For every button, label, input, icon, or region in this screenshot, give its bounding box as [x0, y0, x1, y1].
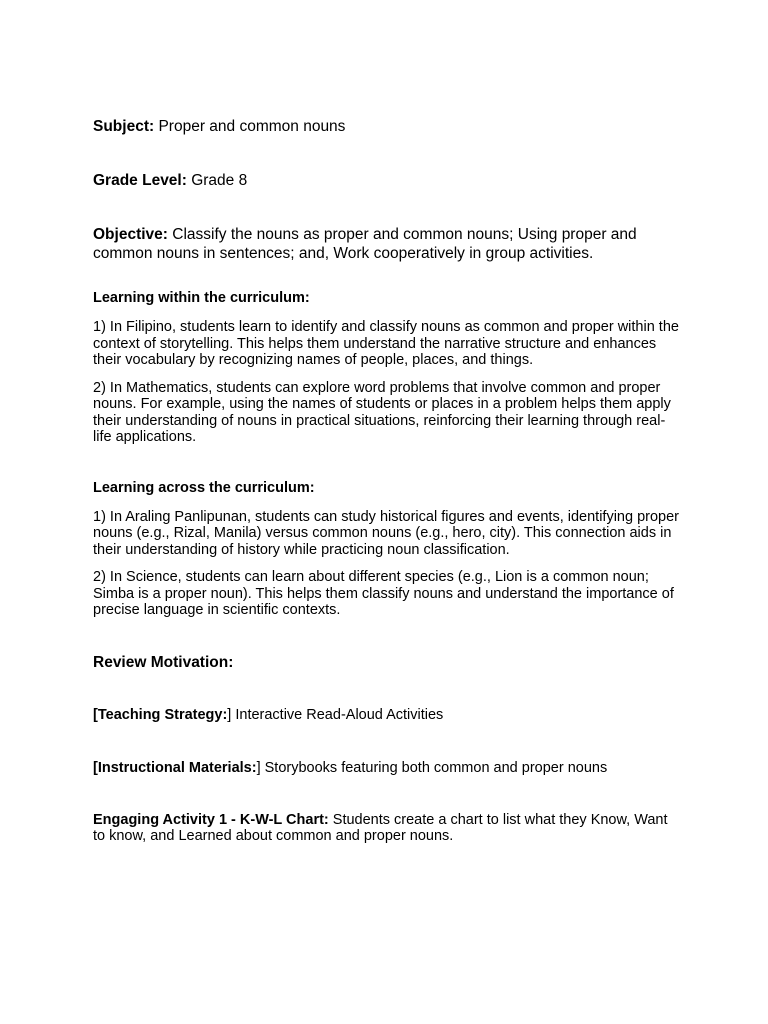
- grade-level-line: [93, 171, 683, 190]
- grade-level-value: Grade 8: [186, 172, 248, 189]
- teaching-strategy-value: ] Interactive Read-Aloud Activities: [227, 706, 444, 723]
- objective-value: Classify the nouns as proper and common nouns; Using proper and common nouns in sentences; and, Work cooperatively in group activities.: [93, 226, 637, 262]
- objective-line: [93, 225, 683, 263]
- within-curriculum-heading: Learning within the curriculum:: [93, 290, 310, 306]
- instructional-materials-value: ] Storybooks featuring both common and proper nouns: [256, 760, 608, 776]
- lesson-plan-page: [93, 115, 683, 845]
- engaging-activity-1: [93, 812, 683, 845]
- teaching-strategy-label: Teaching Strategy:: [97, 706, 228, 723]
- review-motivation-heading: Review Motivation:: [93, 653, 234, 671]
- across-curriculum-heading: Learning across the curriculum:: [93, 479, 315, 496]
- instructional-materials-line: [93, 760, 683, 777]
- objective-label: Objective:: [93, 226, 168, 243]
- grade-level-label: Grade Level:: [93, 172, 187, 189]
- subject-label: Subject:: [93, 118, 155, 135]
- instructional-materials-bracket: [: [93, 760, 98, 776]
- within-item-1: 1) In Filipino, students learn to identify and classify nouns as common and proper within the context of storytelling. This helps them understand the narrative structure and enhances their vocabulary by recognizing names of people, places, and things.: [93, 319, 679, 368]
- teaching-strategy-bracket: [: [93, 706, 98, 723]
- engaging-activity-1-label: Engaging Activity 1 - K-W-L Chart:: [93, 811, 329, 828]
- subject-line: [93, 117, 683, 136]
- teaching-strategy-line: [93, 707, 683, 724]
- across-item-2: 2) In Science, students can learn about different species (e.g., Lion is a common noun; Simba is a proper noun). This helps them classify nouns and understand the importance of precise language in scientific contexts.: [93, 569, 674, 618]
- across-item-1: 1) In Araling Panlipunan, students can study historical figures and events, identifying proper nouns (e.g., Rizal, Manila) versus common nouns (e.g., hero, city). This connection aids in their understanding of history while practicing noun classification.: [93, 508, 679, 558]
- engaging-activity-1-text: Students create a chart to list what they Know, Want to know, and Learned about common and proper nouns.: [93, 811, 668, 844]
- within-item-2: 2) In Mathematics, students can explore word problems that involve common and proper nouns. For example, using the names of students or places in a problem helps them apply their understanding of nouns in practical situations, reinforcing their learning through real-life applications.: [93, 379, 671, 445]
- instructional-materials-label: Instructional Materials:: [97, 760, 257, 776]
- subject-value: Proper and common nouns: [154, 118, 346, 135]
